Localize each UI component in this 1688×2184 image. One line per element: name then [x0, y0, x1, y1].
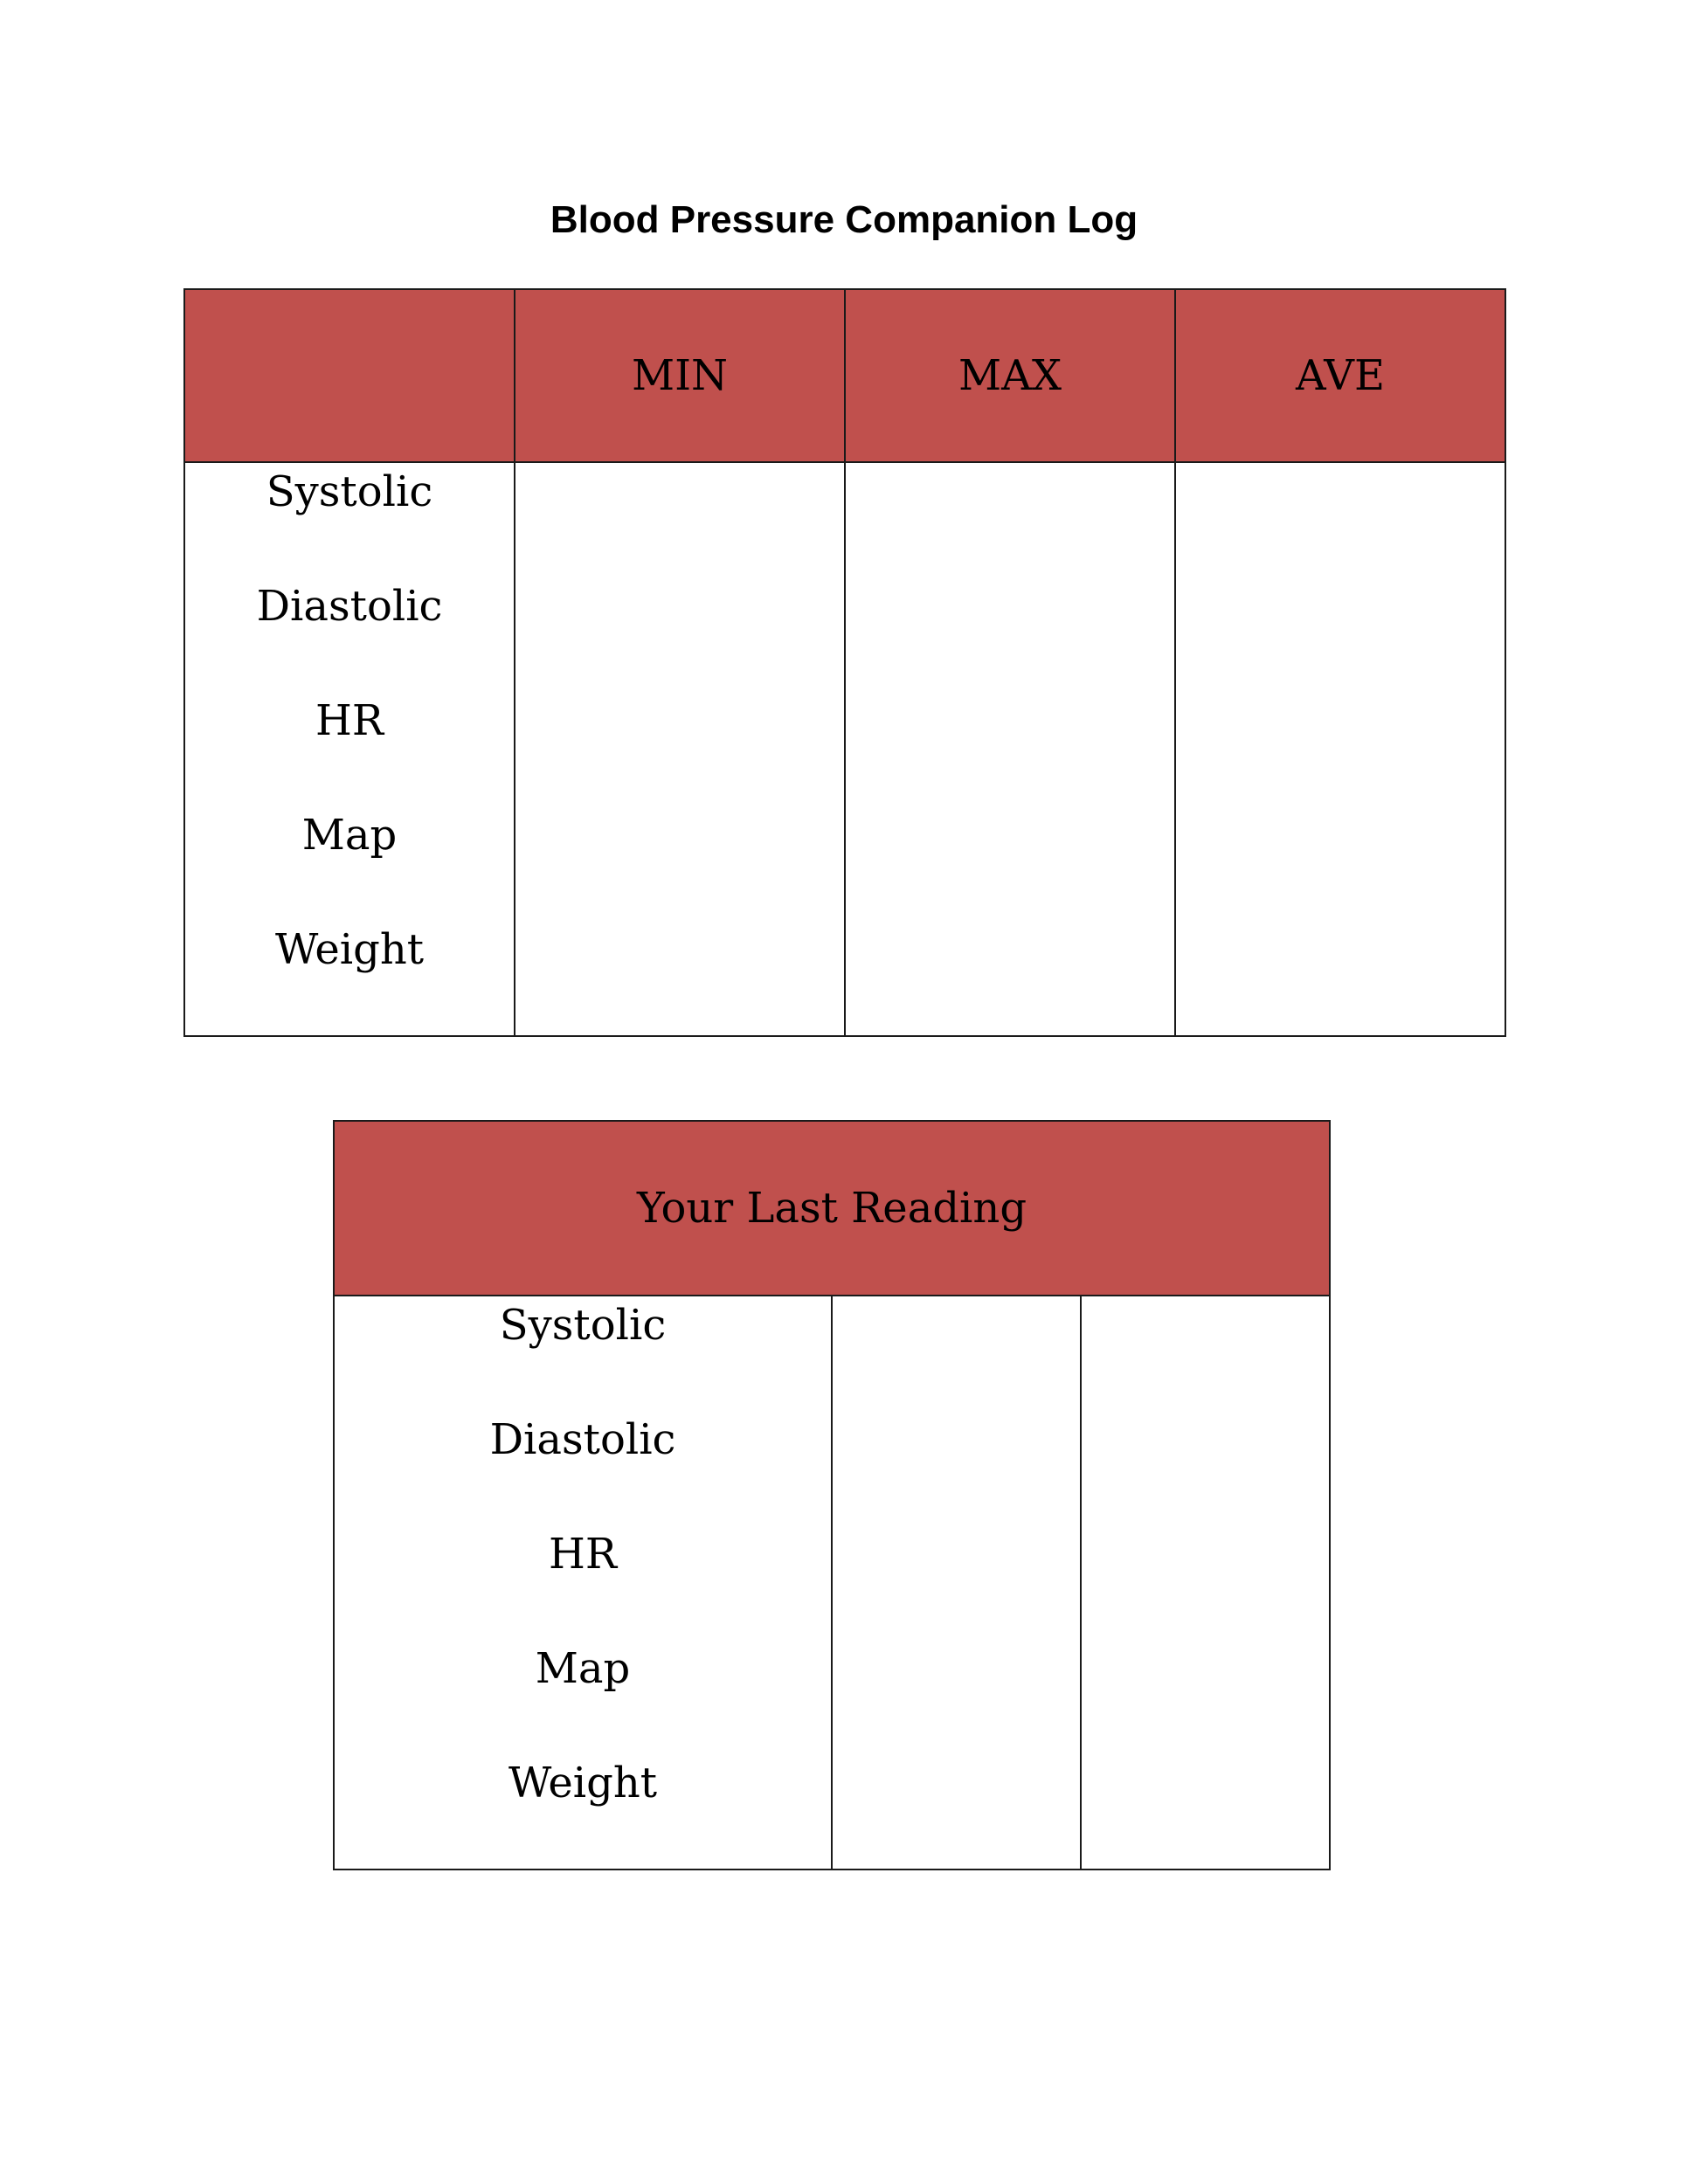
label-diastolic: Diastolic	[489, 1415, 676, 1464]
header-min: MIN	[515, 289, 845, 462]
header-ave: AVE	[1175, 289, 1505, 462]
summary-table	[183, 288, 1506, 1037]
last-reading-header: Your Last Reading	[334, 1121, 1330, 1296]
label-map: Map	[535, 1644, 631, 1693]
label-map: Map	[301, 811, 398, 860]
last-reading-extra-cell[interactable]	[1081, 1296, 1330, 1870]
label-weight: Weight	[274, 925, 425, 974]
summary-labels-cell	[184, 462, 515, 1036]
last-reading-header-row	[334, 1121, 1330, 1296]
max-value-cell[interactable]	[845, 462, 1175, 1036]
last-reading-labels-cell	[334, 1296, 832, 1870]
page-title: Blood Pressure Companion Log	[550, 198, 1138, 241]
last-reading-body-row	[334, 1296, 1330, 1870]
label-hr: HR	[315, 696, 384, 745]
summary-header-row	[184, 289, 1505, 462]
last-reading-value-cell[interactable]	[832, 1296, 1081, 1870]
summary-body-row	[184, 462, 1505, 1036]
label-hr: HR	[549, 1530, 617, 1579]
last-reading-table	[333, 1120, 1331, 1870]
label-systolic: Systolic	[499, 1301, 667, 1350]
label-weight: Weight	[508, 1759, 658, 1807]
min-value-cell[interactable]	[515, 462, 845, 1036]
label-diastolic: Diastolic	[256, 582, 443, 631]
ave-value-cell[interactable]	[1175, 462, 1505, 1036]
header-max: MAX	[845, 289, 1175, 462]
label-systolic: Systolic	[266, 467, 433, 516]
header-empty-cell	[184, 289, 515, 462]
